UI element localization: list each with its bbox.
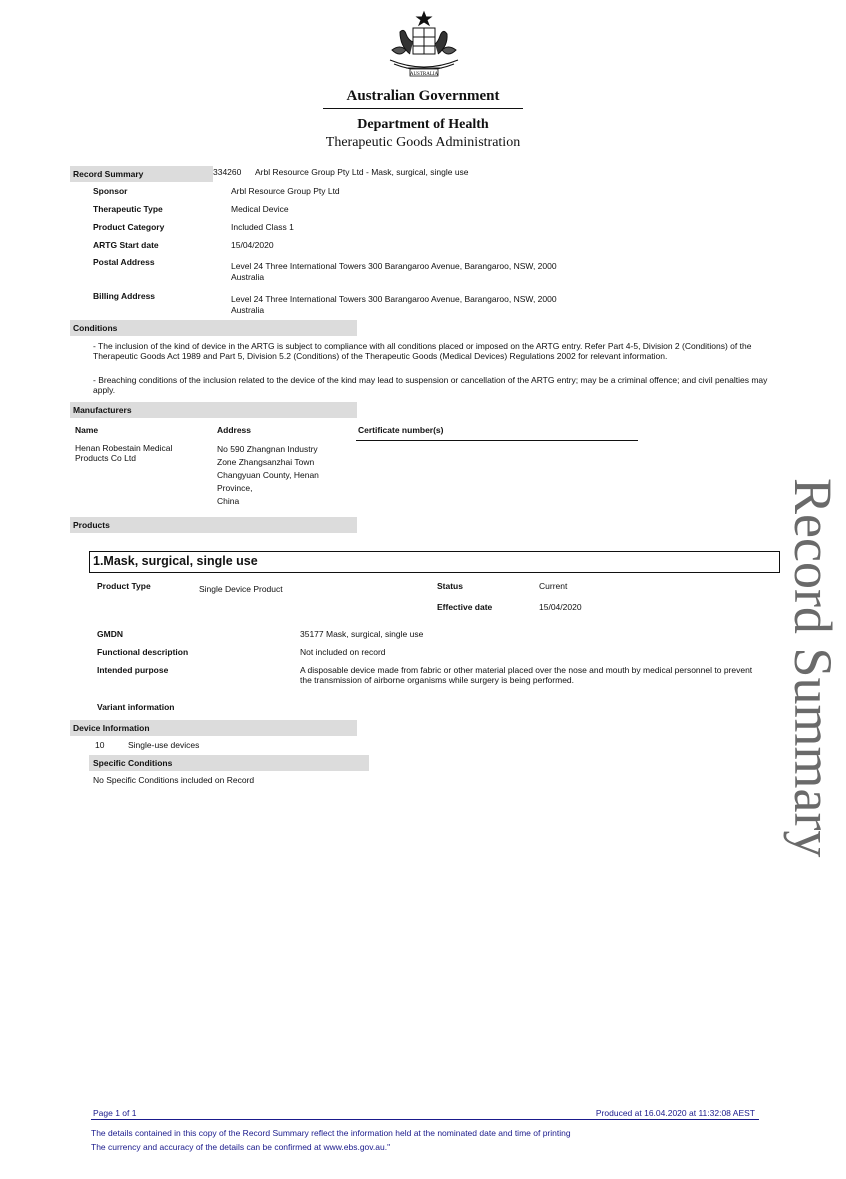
billing-address-label: Billing Address — [93, 291, 156, 301]
device-information-bar: Device Information — [70, 720, 357, 736]
address-line: No 590 Zhangnan Industry — [217, 444, 318, 454]
header-rule — [323, 108, 523, 109]
manufacturer-address — [217, 443, 352, 508]
record-summary-watermark: Record Summary — [783, 478, 843, 858]
product-category-label: Product Category — [93, 222, 165, 232]
col-certificate: Certificate number(s) — [358, 425, 444, 435]
functional-description-label: Functional description — [97, 647, 189, 657]
specific-conditions-bar: Specific Conditions — [89, 755, 369, 771]
intended-purpose-value: A disposable device made from fabric or other material placed over the nose and mouth by medical personnel to prevent the transmission of airborne organisms while surgery is being performed. — [300, 665, 753, 685]
sponsor-value: Arbl Resource Group Pty Ltd — [231, 186, 340, 196]
gmdn-value: 35177 Mask, surgical, single use — [300, 629, 424, 639]
conditions-text-2: - Breaching conditions of the inclusion related to the device of the kind may lead to suspension or cancellation of the ARTG entry; may be a criminal offence; and civil penalties may apply. — [93, 375, 768, 395]
manufacturer-name: Henan Robestain Medical Products Co Ltd — [75, 443, 173, 463]
postal-address-label: Postal Address — [93, 257, 155, 267]
col-name: Name — [75, 425, 99, 435]
footer-produced: Produced at 16.04.2020 at 11:32:08 AEST — [595, 1108, 755, 1118]
address-line: China — [217, 496, 240, 506]
coat-of-arms-logo — [380, 10, 468, 82]
therapeutic-type-label: Therapeutic Type — [93, 204, 163, 214]
product-title-box — [89, 551, 780, 573]
billing-address-line1: Level 24 Three International Towers 300 Barangaroo Avenue, Barangaroo, NSW, 2000 — [231, 294, 557, 304]
variant-information-label: Variant information — [97, 702, 175, 712]
footer-note-1: The details contained in this copy of the Record Summary reflect the information held at the nominated date and time of printing — [91, 1128, 571, 1138]
therapeutic-type-value: Medical Device — [231, 204, 289, 214]
postal-address-line1: Level 24 Three International Towers 300 Barangaroo Avenue, Barangaroo, NSW, 2000 — [231, 261, 557, 271]
device-code: 10 — [95, 740, 105, 750]
record-title: Arbl Resource Group Pty Ltd - Mask, surgical, single use — [255, 167, 469, 177]
status-label: Status — [437, 581, 463, 591]
footer-note-2: The currency and accuracy of the details can be confirmed at www.ebs.gov.au." — [91, 1142, 391, 1152]
gmdn-label: GMDN — [97, 629, 123, 639]
record-summary-bar: Record Summary — [70, 166, 213, 182]
effective-date-label: Effective date — [437, 602, 493, 612]
product-category-value: Included Class 1 — [231, 222, 294, 232]
footer-page: Page 1 of 1 — [93, 1108, 137, 1118]
svg-text:AUSTRALIA: AUSTRALIA — [409, 72, 439, 77]
intended-purpose-label: Intended purpose — [97, 665, 169, 675]
artg-start-label: ARTG Start date — [93, 240, 159, 250]
functional-description-value: Not included on record — [300, 647, 386, 657]
specific-conditions-value: No Specific Conditions included on Record — [93, 775, 255, 785]
billing-address-line2: Australia — [231, 305, 265, 315]
record-id: 334260 — [213, 167, 242, 177]
product-type-label: Product Type — [97, 581, 151, 591]
conditions-bar: Conditions — [70, 320, 357, 336]
address-line: Changyuan County, Henan — [217, 470, 319, 480]
artg-start-value: 15/04/2020 — [231, 240, 274, 250]
status-value: Current — [539, 581, 568, 591]
effective-date-value: 15/04/2020 — [539, 602, 582, 612]
sponsor-label: Sponsor — [93, 186, 128, 196]
product-title: 1.Mask, surgical, single use — [93, 554, 258, 568]
address-line: Province, — [217, 483, 253, 493]
products-bar: Products — [70, 517, 357, 533]
manufacturers-bar: Manufacturers — [70, 402, 357, 418]
agency-title: Australian Government — [346, 88, 500, 104]
col-address: Address — [217, 425, 252, 435]
postal-address-line2: Australia — [231, 272, 265, 282]
address-line: Zone Zhangsanzhai Town — [217, 457, 315, 467]
conditions-text-1: - The inclusion of the kind of device in the ARTG is subject to compliance with all conditions placed or imposed on the ARTG entry. Refer Part 4-5, Division 2 (Conditions) of the Therapeutic Goods Act 1989 and Part 5, Division 5.2 (Conditions) of the Therapeutic Goods (Medical Devices) Regulations 2002 for relevant information. — [93, 341, 752, 361]
footer-rule — [91, 1119, 759, 1120]
device-code-description: Single-use devices — [128, 740, 200, 750]
division-title: Therapeutic Goods Administration — [325, 135, 521, 150]
certificate-rule — [356, 440, 638, 441]
product-type-value: Single Device Product — [199, 584, 283, 594]
department-title: Department of Health — [357, 117, 489, 132]
